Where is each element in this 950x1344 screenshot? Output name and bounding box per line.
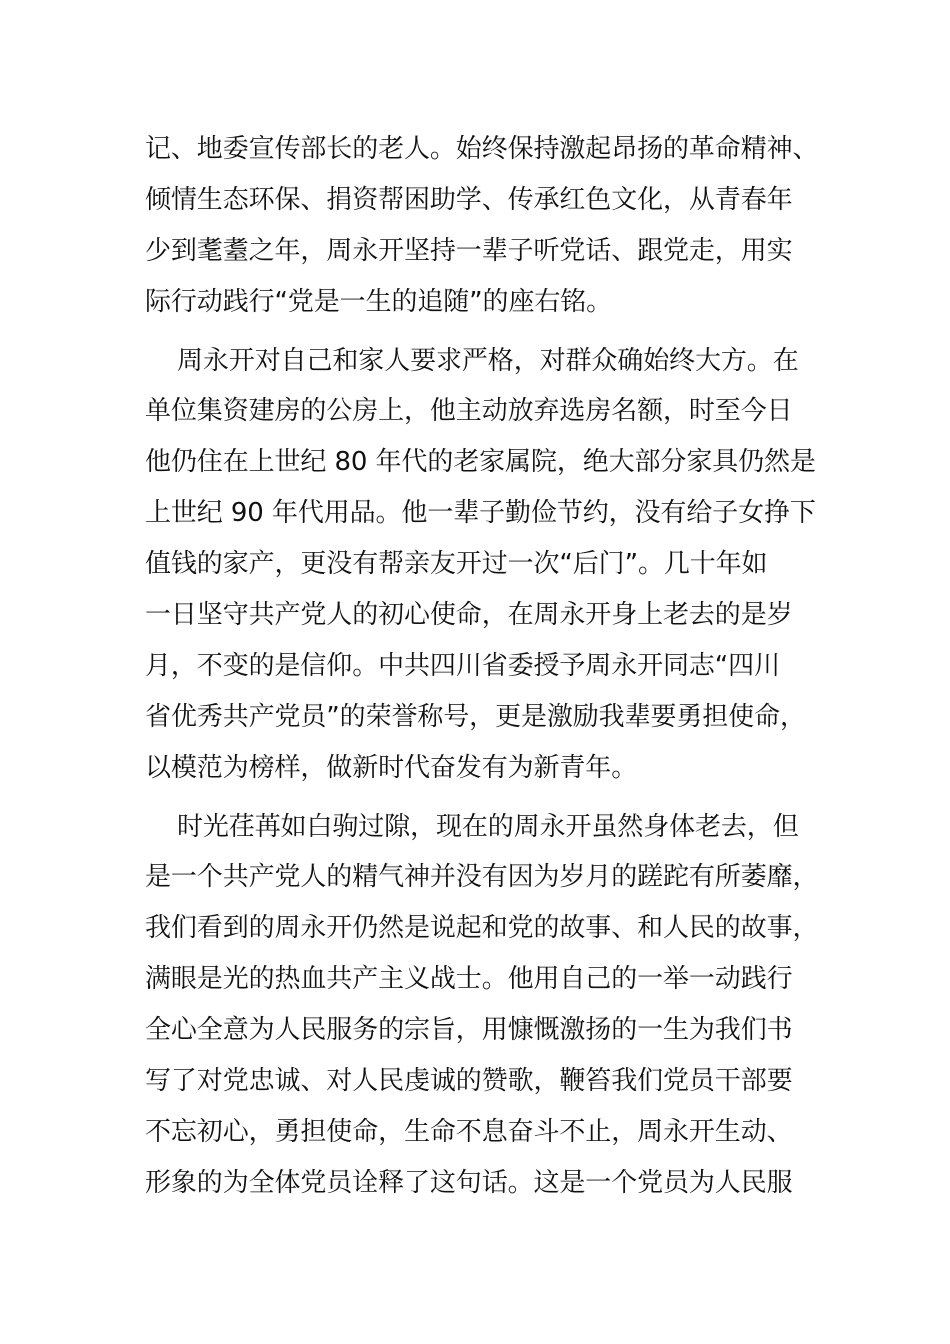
text-line: 倾情生态环保、捐资帮困助学、传承红色文化，从青春年 (145, 184, 793, 215)
text-line: 单位集资建房的公房上，他主动放弃选房名额，时至今日 (145, 396, 793, 427)
text-line: 一日坚守共产党人的初心使命，在周永开身上老去的是岁 (145, 600, 793, 631)
paragraph-2 (145, 336, 816, 794)
text-line: 他仍住在上世纪 80 年代的老家属院，绝大部分家具仍然是 (145, 447, 816, 478)
text-line: 是一个共产党人的精气神并没有因为岁月的蹉跎有所萎靡， (145, 862, 819, 893)
text-line: 省优秀共产党员”的荣誉称号，更是激励我辈要勇担使命， (145, 701, 806, 732)
text-line: 全心全意为人民服务的宗旨，用慷慨激扬的一生为我们书 (145, 1015, 793, 1046)
paragraph-gap (145, 328, 805, 336)
text-line: 少到耄耋之年，周永开坚持一辈子听党话、跟党走，用实 (145, 235, 793, 266)
text-line: 时光荏苒如白驹过隙，现在的周永开虽然身体老去，但 (177, 811, 799, 842)
text-line: 记、地委宣传部长的老人。始终保持激起昂扬的革命精神、 (145, 134, 819, 164)
paragraph-3 (145, 802, 819, 1209)
text-line: 上世纪 90 年代用品。他一辈子勤俭节约，没有给子女挣下 (145, 498, 816, 529)
text-line: 月，不变的是信仰。中共四川省委授予周永开同志“四川 (145, 650, 780, 681)
document-body (145, 124, 819, 1209)
text-line: 满眼是光的热血共产主义战士。他用自己的一举一动践行 (145, 964, 793, 995)
paragraph-gap (145, 794, 805, 802)
text-line: 际行动践行“党是一生的追随”的座右铭。 (145, 286, 613, 317)
text-line: 以模范为榜样，做新时代奋发有为新青年。 (145, 752, 638, 783)
text-line: 周永开对自己和家人要求严格，对群众确始终大方。在 (177, 345, 799, 376)
paragraph-1 (145, 124, 819, 328)
text-line: 我们看到的周永开仍然是说起和党的故事、和人民的故事， (145, 913, 819, 944)
text-line: 不忘初心，勇担使命，生命不息奋斗不止，周永开生动、 (145, 1116, 793, 1147)
text-line: 形象的为全体党员诠释了这句话。这是一个党员为人民服 (145, 1167, 793, 1198)
text-line: 值钱的家产，更没有帮亲友开过一次“后门”。几十年如 (145, 549, 768, 580)
text-line: 写了对党忠诚、对人民虔诚的赞歌，鞭笞我们党员干部要 (145, 1066, 793, 1097)
